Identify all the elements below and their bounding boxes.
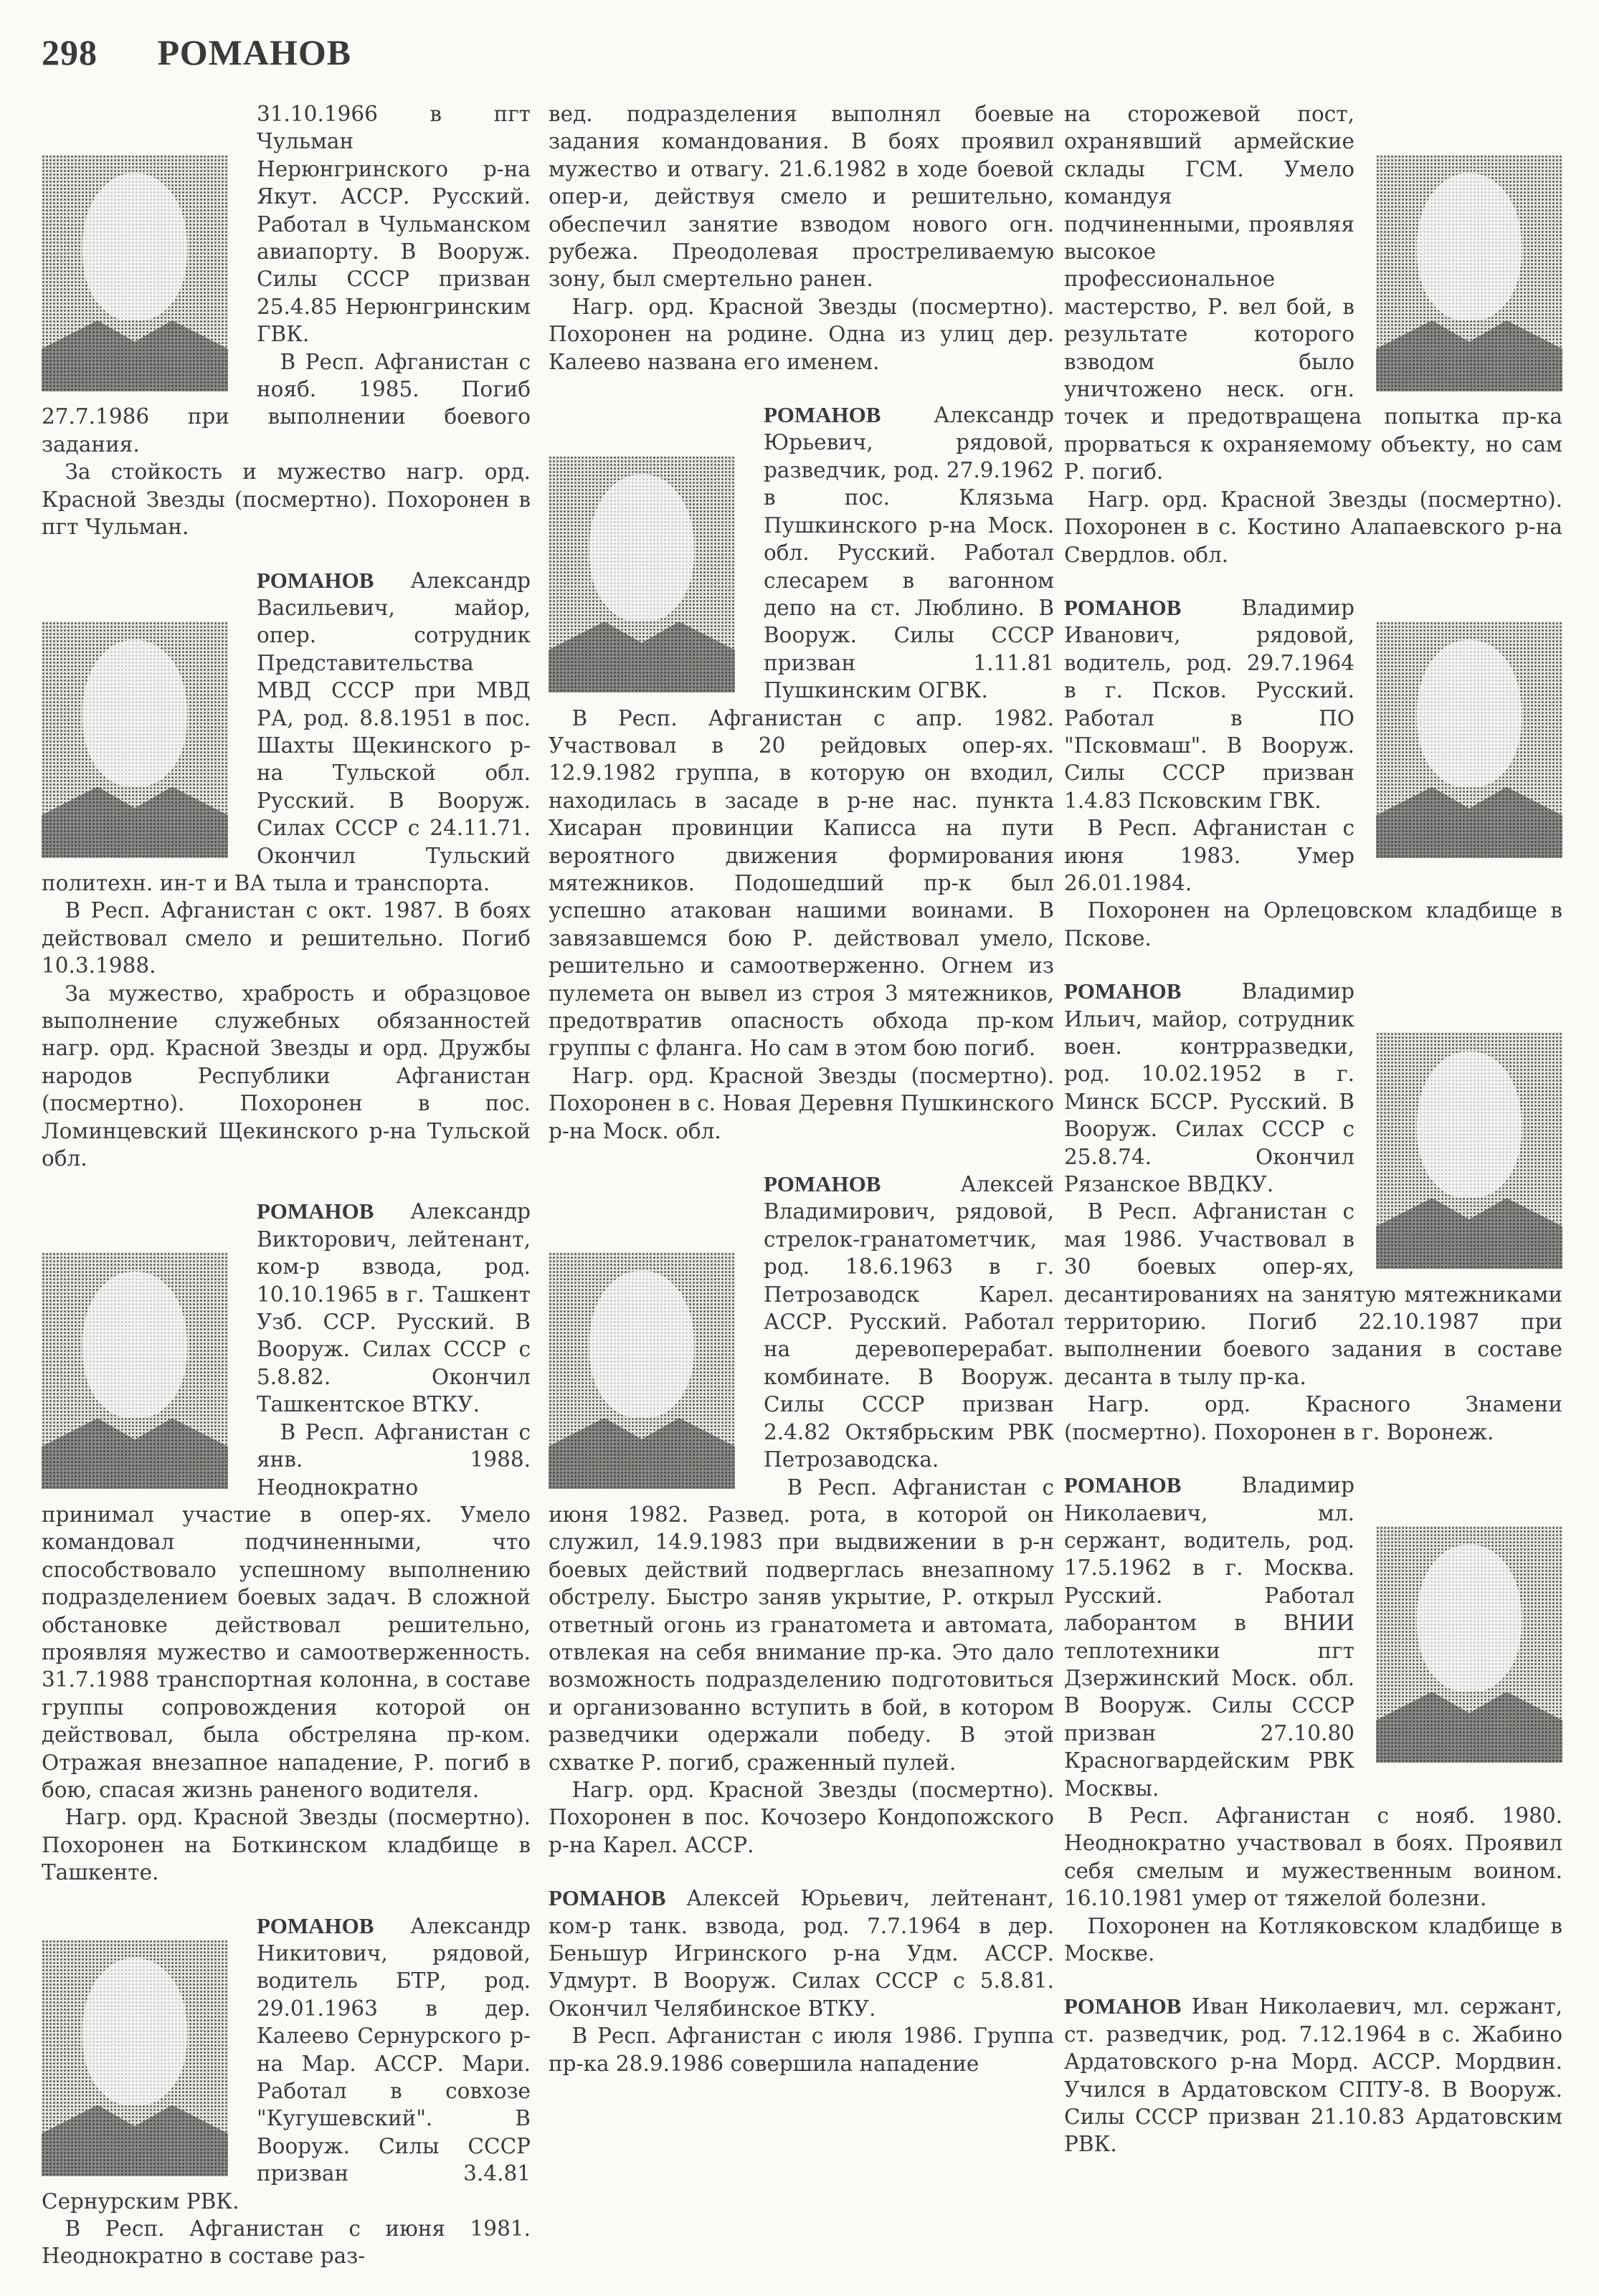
portrait-photo: [1376, 1526, 1562, 1763]
entry-surname: РОМАНОВ: [1064, 978, 1182, 1004]
entry-paragraph: Похоронен на Орлецовском кладбище в Пскове.: [1064, 898, 1562, 951]
biography-entry-continued: [42, 100, 531, 541]
entry-lead-text: 31.10.1966 в пгт Чульман Нерюнгринского р-на Якут. АССР. Русский. Работал в Чульманском авиапорту. В Вооруж. Силы СССР призван 25.4.85 Нерюнгринским ГВК.: [257, 102, 531, 347]
entry-paragraph: Нагр. орд. Красной Звезды (посмертно). Похоронен на родине. Одна из улиц дер. Калеево названа его именем.: [549, 294, 1054, 374]
portrait-photo: [1376, 1032, 1562, 1269]
entry-surname: РОМАНОВ: [1064, 1993, 1182, 2019]
column-3: [1064, 100, 1562, 2184]
entry-paragraph: В Респ. Афганистан с июня 1982. Развед. рота, в которой он служил, 14.9.1983 при выдвижении в р-н боевых действий подверглась внезапному обстрелу. Быстро заняв укрытие, Р. открыл ответный огонь из гранатомета и автомата, отвлекая на себя внимание пр-ка. Это дало возможность подразделению подготовиться и организованно вступить в бой, в котором разведчики одержали победу. В этой схватке Р. погиб, сраженный пулей.: [549, 1475, 1054, 1775]
entry-paragraph: За стойкость и мужество нагр. орд. Красной Звезды (посмертно). Похоронен в пгт Чульман.: [42, 459, 531, 540]
entry-lead-text: Александр Васильевич, майор, опер. сотрудник Представительства МВД СССР при МВД РА, род. 8.8.1951 в пос. Шахты Щекинского р-на Тульской обл. Русский. В Вооруж. Силах СССР с 24.11.71. Окончил Тульский политехн. ин-т и ВА тыла и транспорта.: [42, 568, 531, 895]
entry-paragraph: В Респ. Афганистан с мая 1986. Участвовал в 30 боевых опер-ях, десантированиях на занятую мятежниками территорию. Погиб 22.10.1987 при выполнении боевого задания в составе десанта в тылу пр-ка.: [1064, 1199, 1562, 1389]
biography-entry: [42, 567, 531, 1173]
entry-paragraph: За мужество, храбрость и образцовое выполнение служебных обязанностей нагр. орд. Красной Звезды и орд. Дружбы народов Республики Афганистан (посмертно). Похоронен в пос. Ломинцевский Щекинского р-на Тульской обл.: [42, 981, 531, 1171]
portrait-photo: [549, 1252, 735, 1489]
entry-surname: РОМАНОВ: [257, 1199, 374, 1224]
entry-paragraph: В Респ. Афганистан с июня 1983. Умер 26.01.1984.: [1064, 816, 1354, 895]
entry-lead-text: Владимир Иванович, рядовой, водитель, род. 29.7.1964 в г. Псков. Русский. Работал в ПО "Псковмаш". В Вооруж. Силы СССР призван 1.4.83 Псковским ГВК.: [1064, 595, 1354, 813]
entry-lead-text: Владимир Ильич, майор, сотрудник воен. контрразведки, род. 10.02.1952 в г. Минск БССР. Русский. В Вооруж. Силах СССР с 25.8.74. Окончил Рязанское ВВДКУ.: [1064, 979, 1354, 1197]
entry-surname: РОМАНОВ: [549, 1885, 666, 1911]
entry-surname: РОМАНОВ: [764, 402, 881, 428]
entry-paragraph: В Респ. Афганистан с нояб. 1980. Неоднократно участвовал в боях. Проявил себя смелым и мужественным воином. 16.10.1981 умер от тяжелой болезни.: [1064, 1803, 1562, 1911]
entry-lead-text: Александр Никитович, рядовой, водитель БТР, род. 29.01.1963 в дер. Калеево Сернурского р-на Мар. АССР. Мари. Работал в совхозе "Кугушевский". В Вооруж. Силы СССР призван 3.4.81 Сернурским РВК.: [42, 1913, 531, 2214]
column-2: [549, 100, 1054, 2103]
biography-entry: [1064, 594, 1562, 952]
biography-entry-continued: [1064, 100, 1562, 568]
biography-entry: [1064, 978, 1562, 1446]
biography-entry: [1064, 1993, 1562, 2158]
entry-paragraph: В Респ. Афганистан с июня 1981. Неоднократно в составе раз-: [42, 2216, 531, 2269]
biography-entry: [1064, 1472, 1562, 1967]
entry-lead-text: на сторожевой пост, охранявший армейские склады ГСМ. Умело командуя подчиненными, проявляя высокое профессиональное мастерство, Р. вел бой, в результате которого взводом было уничтожено неск. огн. точек и предотвращена попытка пр-ка прорваться к охраняемому объекту, но сам Р. погиб.: [1064, 102, 1562, 485]
entry-paragraph: В Респ. Афганистан с июля 1986. Группа пр-ка 28.9.1986 совершила нападение: [549, 2024, 1054, 2076]
portrait-photo: [42, 621, 228, 858]
entry-lead-text: Алексей Владимирович, рядовой, стрелок-гранатометчик, род. 18.6.1963 в г. Петрозаводск Карел. АССР. Русский. Работал на деревоперерабат. комбинате. В Вооруж. Силы СССР призван 2.4.82 Октябрьским РВК Петрозаводска.: [764, 1172, 1054, 1472]
entry-lead: [549, 100, 1054, 293]
portrait-photo: [42, 1252, 228, 1489]
entry-paragraph: Нагр. орд. Красной Звезды (посмертно). Похоронен в с. Костино Алапаевского р-на Свердлов. обл.: [1064, 487, 1562, 567]
entry-paragraph: В Респ. Афганистан с янв. 1988. Неоднократно принимал участие в опер-ях. Умело командовал подчиненными, что способствовало успешному выполнению подразделением боевых задач. В сложной обстановке действовал решительно, проявляя мужество и самоотверженность. 31.7.1988 транспортная колонна, в составе группы сопровождения которой он действовал, была обстреляна пр-ком. Отражая внезапное нападение, Р. погиб в бою, спасая жизнь раненого водителя.: [42, 1419, 531, 1802]
biography-entry: [42, 1912, 531, 2270]
entry-surname: РОМАНОВ: [257, 567, 374, 593]
running-title: РОМАНОВ: [157, 32, 352, 72]
entry-lead: [549, 1885, 1054, 2022]
entry-lead: [1064, 1993, 1562, 2158]
entry-paragraph: Нагр. орд. Красной Звезды (посмертно). Похоронен на Боткинском кладбище в Ташкенте.: [42, 1805, 531, 1885]
entry-paragraph: Нагр. орд. Красной Звезды (посмертно). Похоронен в пос. Кочозеро Кондопожского р-на Карел. АССР.: [549, 1777, 1054, 1857]
entry-lead-text: Алексей Юрьевич, лейтенант, ком-р танк. взвода, род. 7.7.1964 в дер. Беньшур Игринского р-на Удм. АССР. Удмурт. В Вооруж. Силах СССР с 5.8.81. Окончил Челябинское ВТКУ.: [549, 1886, 1054, 2021]
entry-lead-text: Александр Викторович, лейтенант, ком-р взвода, род. 10.10.1965 в г. Ташкент Узб. ССР. Русский. В Вооруж. Силах СССР с 5.8.82. Окончил Ташкентское ВТКУ.: [257, 1199, 531, 1417]
entry-paragraph: В Респ. Афганистан с нояб. 1985. Погиб 27.7.1986 при выполнении боевого задания.: [42, 349, 531, 457]
entry-paragraph: В Респ. Афганистан с апр. 1982. Участвовал в 20 рейдовых опер-ях. 12.9.1982 группа, в которую он входил, находилась в засаде в р-не нас. пункта Хисаран провинции Каписса на пути вероятного движения формирования мятежников. Подошедший пр-к был успешно атакован нашими воинами. В завязавшемся бою Р. действовал умело, решительно и самоотверженно. Огнем из пулемета он вывел из строя 3 мятежников, предотвратив опасность обхода пр-ком группы с фланга. Но сам в этом бою погиб.: [549, 705, 1054, 1061]
biography-entry-continued: [549, 100, 1054, 376]
entry-paragraph: В Респ. Афганистан с окт. 1987. В боях действовал смело и решительно. Погиб 10.3.1988.: [42, 898, 531, 978]
portrait-photo: [42, 1940, 228, 2176]
portrait-photo: [1376, 155, 1562, 391]
entry-lead-text: Иван Николаевич, мл. сержант, ст. разведчик, род. 7.12.1964 в с. Жабино Ардатовского р-на Морд. АССР. Мордвин. Учился в Ардатовском СПТУ-8. В Вооруж. Силы СССР призван 21.10.83 Ардатовским РВК.: [1064, 1994, 1562, 2157]
entry-paragraph: Похоронен на Котляковском кладбище в Москве.: [1064, 1913, 1562, 1966]
entry-paragraph: Нагр. орд. Красного Знамени (посмертно). Похоронен в г. Воронеж.: [1064, 1392, 1562, 1444]
portrait-photo: [1376, 621, 1562, 858]
entry-surname: РОМАНОВ: [764, 1171, 881, 1197]
biography-entry: [549, 1171, 1054, 1859]
page-header: [42, 32, 351, 73]
entry-surname: РОМАНОВ: [1064, 1472, 1182, 1498]
biography-entry: [549, 1885, 1054, 2077]
entry-surname: РОМАНОВ: [257, 1912, 374, 1938]
entry-lead-text: Александр Юрьевич, рядовой, разведчик, род. 27.9.1962 в пос. Клязьма Пушкинского р-на Моск. обл. Русский. Работал слесарем в вагонном депо на ст. Люблино. В Вооруж. Силы СССР призван 1.11.81 Пушкинским ОГВК.: [764, 403, 1054, 703]
portrait-photo: [549, 456, 735, 692]
entry-lead-text: вед. подразделения выполнял боевые задания командования. В боях проявил мужество и отвагу. 21.6.1982 в ходе боевой опер-и, действуя смело и решительно, обеспечил занятие взводом нового огн. рубежа. Преодолевая простреливаемую зону, был смертельно ранен.: [549, 102, 1054, 292]
biography-entry: [42, 1198, 531, 1886]
biography-entry: [549, 401, 1054, 1145]
column-1: [42, 100, 531, 2296]
portrait-photo: [42, 155, 228, 391]
entry-paragraph: Нагр. орд. Красной Звезды (посмертно). Похоронен в с. Новая Деревня Пушкинского р-на Моск. обл.: [549, 1063, 1054, 1143]
page-number: 298: [42, 32, 98, 72]
entry-lead-text: Владимир Николаевич, мл. сержант, водитель, род. 17.5.1962 в г. Москва. Русский. Работал лаборантом в ВНИИ теплотехники пгт Дзержинский Моск. обл. В Вооруж. Силы СССР призван 27.10.80 Красногвардейским РВК Москвы.: [1064, 1473, 1354, 1801]
entry-surname: РОМАНОВ: [1064, 594, 1182, 620]
